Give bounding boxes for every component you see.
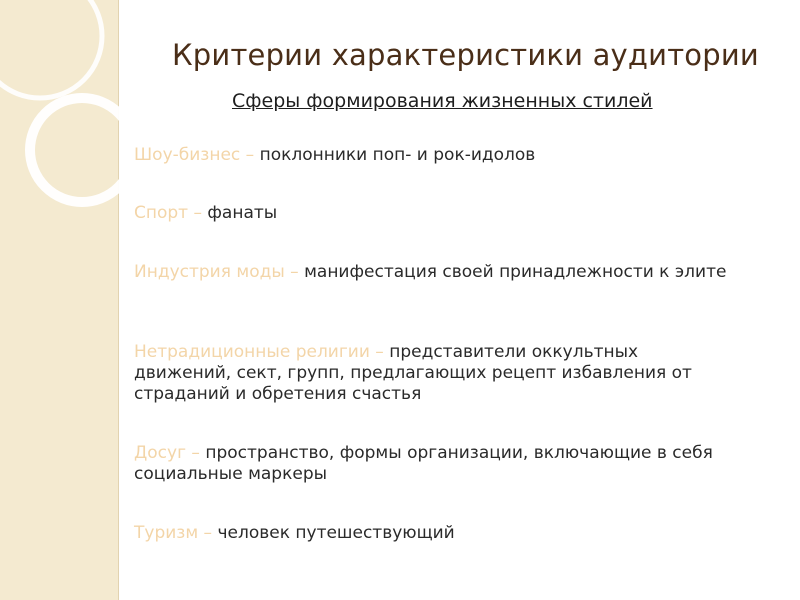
item-term: Индустрия моды –	[134, 262, 305, 282]
small-ring	[30, 98, 134, 202]
slide-subtitle: Сферы формирования жизненных стилей	[232, 90, 653, 112]
item-text: пространство, формы организации, включающие в себя социальные маркеры	[134, 443, 713, 484]
list-item	[134, 443, 740, 485]
list-item	[134, 262, 740, 283]
item-text: человек путешествующий	[217, 523, 455, 543]
item-term: Досуг –	[134, 443, 206, 463]
item-term: Нетрадиционные религии –	[134, 342, 390, 362]
item-text: поклонники поп- и рок-идолов	[259, 145, 536, 165]
list-item	[134, 523, 740, 544]
item-term: Спорт –	[134, 203, 208, 223]
item-text: манифестация своей принадлежности к элите	[304, 262, 727, 282]
large-ring	[0, 0, 102, 98]
item-text: фанаты	[207, 203, 278, 223]
slide-title: Критерии характеристики аудитории	[172, 38, 759, 72]
list-item	[134, 203, 740, 224]
item-term: Шоу-бизнес –	[134, 145, 260, 165]
list-item	[134, 145, 740, 166]
list-item	[134, 342, 740, 405]
item-term: Туризм –	[134, 523, 218, 543]
item-text: представители оккультных движений, сект, групп, предлагающих рецепт избавления от страданий и обретения счастья	[134, 342, 692, 404]
